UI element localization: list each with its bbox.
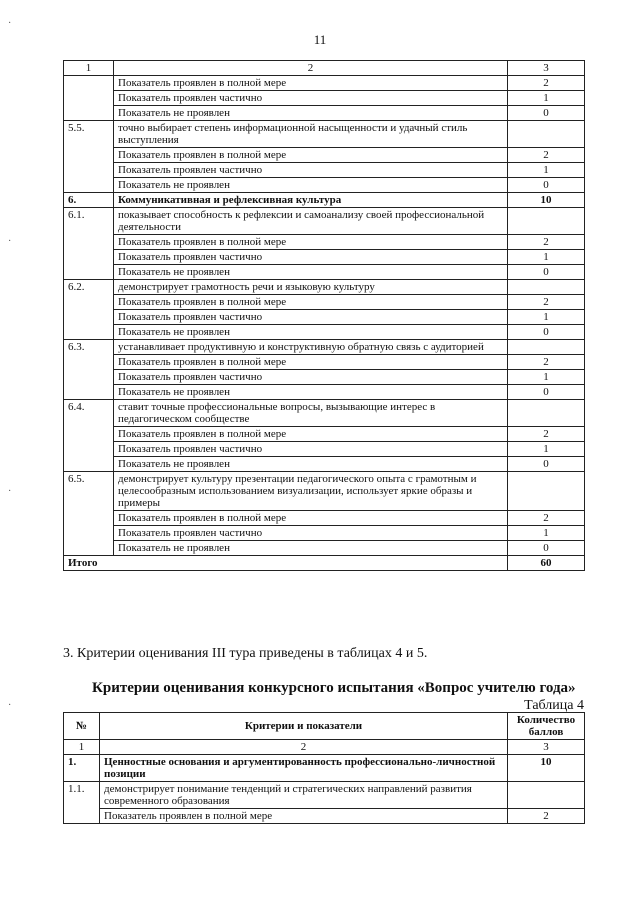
table-row	[64, 526, 585, 541]
row-number: 6.2.	[64, 280, 114, 340]
score: 1	[508, 163, 585, 178]
table-row	[64, 541, 585, 556]
total-label: Итого	[64, 556, 508, 571]
indicator-text: Показатель проявлен в полной мере	[114, 355, 508, 370]
table-number-row	[64, 740, 585, 755]
table-row	[64, 148, 585, 163]
row-number: 6.3.	[64, 340, 114, 400]
column-number: 3	[508, 61, 585, 76]
criterion-text: демонстрирует культуру презентации педагогического опыта с грамотным и целесообразным использованием визуализации, использует яркие образы и примеры	[114, 472, 508, 511]
indicator-text: Показатель не проявлен	[114, 178, 508, 193]
table-row	[64, 427, 585, 442]
table-row	[64, 370, 585, 385]
score: 2	[508, 355, 585, 370]
score: 0	[508, 325, 585, 340]
row-number	[64, 76, 114, 121]
table-row	[64, 76, 585, 91]
indicator-text: Показатель проявлен в полной мере	[114, 511, 508, 526]
table-row	[64, 295, 585, 310]
table-row	[64, 91, 585, 106]
criterion-text: ставит точные профессиональные вопросы, вызывающие интерес в педагогическом сообществе	[114, 400, 508, 427]
indicator-text: Показатель не проявлен	[114, 265, 508, 280]
score	[508, 208, 585, 235]
score: 2	[508, 511, 585, 526]
row-number: 6.4.	[64, 400, 114, 472]
column-number: 2	[114, 61, 508, 76]
column-header: №	[64, 713, 100, 740]
score	[508, 400, 585, 427]
total-value: 60	[508, 556, 585, 571]
table-row	[64, 457, 585, 472]
score: 10	[508, 193, 585, 208]
score: 2	[508, 235, 585, 250]
column-number: 3	[508, 740, 585, 755]
table-row	[64, 809, 585, 824]
score: 0	[508, 385, 585, 400]
row-number: 6.	[64, 193, 114, 208]
criterion-text: показывает способность к рефлексии и самоанализу своей профессиональной деятельности	[114, 208, 508, 235]
score	[508, 782, 585, 809]
score: 2	[508, 809, 585, 824]
indicator-text: Показатель проявлен в полной мере	[100, 809, 508, 824]
indicator-text: Показатель проявлен в полной мере	[114, 235, 508, 250]
indicator-text: Показатель проявлен частично	[114, 91, 508, 106]
table-row	[64, 511, 585, 526]
indicator-text: Показатель не проявлен	[114, 541, 508, 556]
score: 2	[508, 148, 585, 163]
column-header: Критерии и показатели	[100, 713, 508, 740]
indicator-text: Показатель не проявлен	[114, 106, 508, 121]
score	[508, 340, 585, 355]
score: 1	[508, 250, 585, 265]
row-number: 1.	[64, 755, 100, 782]
table-row	[64, 355, 585, 370]
table-row	[64, 310, 585, 325]
scan-mark: ·	[8, 486, 12, 497]
score: 0	[508, 178, 585, 193]
table-row	[64, 265, 585, 280]
score: 2	[508, 427, 585, 442]
table-row	[64, 106, 585, 121]
table-row	[64, 400, 585, 427]
criteria-table-4	[63, 712, 585, 824]
table-row	[64, 163, 585, 178]
score: 1	[508, 442, 585, 457]
indicator-text: Показатель не проявлен	[114, 457, 508, 472]
score: 0	[508, 265, 585, 280]
score: 1	[508, 370, 585, 385]
total-row	[64, 556, 585, 571]
table-row	[64, 325, 585, 340]
score: 2	[508, 76, 585, 91]
indicator-text: Показатель проявлен в полной мере	[114, 148, 508, 163]
row-number: 1.1.	[64, 782, 100, 824]
row-number: 5.5.	[64, 121, 114, 193]
table-label: Таблица 4	[524, 698, 584, 713]
column-number: 1	[64, 740, 100, 755]
table-row	[64, 121, 585, 148]
row-number: 6.1.	[64, 208, 114, 280]
criterion-text: устанавливает продуктивную и конструктивную обратную связь с аудиторией	[114, 340, 508, 355]
page-number: 11	[313, 32, 327, 47]
table-row	[64, 280, 585, 295]
criterion-text: Коммуникативная и рефлексивная культура	[114, 193, 508, 208]
score	[508, 280, 585, 295]
score: 1	[508, 310, 585, 325]
column-number: 2	[100, 740, 508, 755]
score: 0	[508, 457, 585, 472]
table-row	[64, 385, 585, 400]
criterion-text: точно выбирает степень информационной насыщенности и удачный стиль выступления	[114, 121, 508, 148]
table-row	[64, 442, 585, 457]
table-row	[64, 250, 585, 265]
score: 1	[508, 91, 585, 106]
table-row	[64, 782, 585, 809]
column-number: 1	[64, 61, 114, 76]
score: 1	[508, 526, 585, 541]
table-header-row	[64, 713, 585, 740]
indicator-text: Показатель проявлен частично	[114, 442, 508, 457]
score: 0	[508, 106, 585, 121]
paragraph-text: 3. Критерии оценивания III тура приведены в таблицах 4 и 5.	[63, 646, 428, 661]
section-heading: Критерии оценивания конкурсного испытания «Вопрос учителю года»	[92, 680, 576, 696]
indicator-text: Показатель проявлен частично	[114, 163, 508, 178]
indicator-text: Показатель проявлен частично	[114, 310, 508, 325]
scan-mark: ·	[8, 236, 12, 247]
row-number: 6.5.	[64, 472, 114, 556]
score	[508, 472, 585, 511]
column-header: Количество баллов	[508, 713, 585, 740]
indicator-text: Показатель не проявлен	[114, 385, 508, 400]
table-row	[64, 340, 585, 355]
scan-mark: ·	[8, 18, 12, 29]
table-row	[64, 472, 585, 511]
criterion-text: демонстрирует понимание тенденций и стратегических направлений развития современного образования	[100, 782, 508, 809]
score: 2	[508, 295, 585, 310]
score: 0	[508, 541, 585, 556]
indicator-text: Показатель проявлен частично	[114, 250, 508, 265]
indicator-text: Показатель проявлен частично	[114, 370, 508, 385]
indicator-text: Показатель не проявлен	[114, 325, 508, 340]
score	[508, 121, 585, 148]
score: 10	[508, 755, 585, 782]
indicator-text: Показатель проявлен в полной мере	[114, 76, 508, 91]
table-header-row	[64, 61, 585, 76]
table-row	[64, 193, 585, 208]
indicator-text: Показатель проявлен в полной мере	[114, 427, 508, 442]
table-row	[64, 235, 585, 250]
criterion-text: Ценностные основания и аргументированность профессионально-личностной позиции	[100, 755, 508, 782]
table-row	[64, 755, 585, 782]
scan-mark: ·	[8, 700, 12, 711]
criteria-table-continued	[63, 60, 585, 571]
indicator-text: Показатель проявлен частично	[114, 526, 508, 541]
criterion-text: демонстрирует грамотность речи и языковую культуру	[114, 280, 508, 295]
indicator-text: Показатель проявлен в полной мере	[114, 295, 508, 310]
table-row	[64, 208, 585, 235]
table-row	[64, 178, 585, 193]
